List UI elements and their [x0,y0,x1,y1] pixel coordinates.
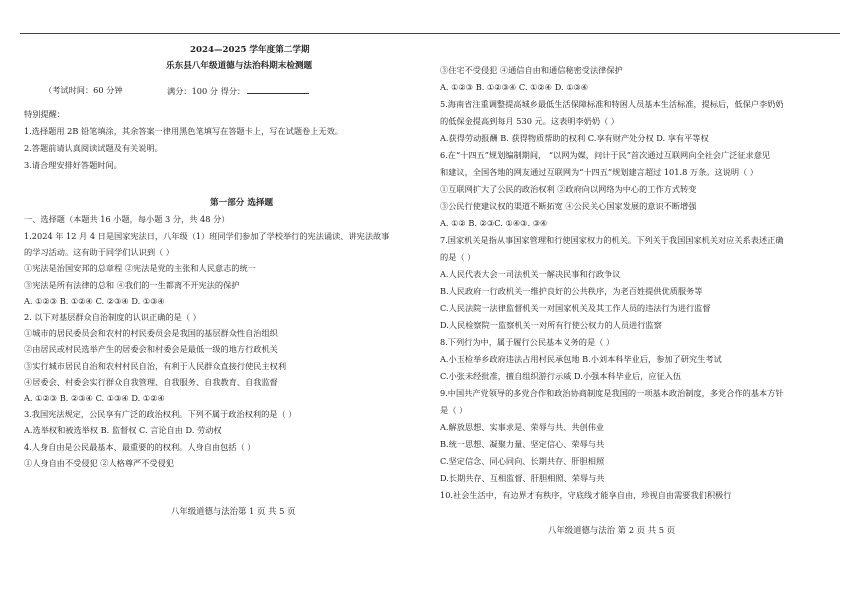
question-line: B.人民政府一行政机关一维护良好的公共秩序，为老百姓提供优质服务等 [440,286,703,296]
question-line: 2. 以下对基层群众自治制度的认识正确的是（ ） [24,312,201,322]
question-line: 是（ ） [440,405,468,415]
instructions-heading: 特别提醒： [24,109,65,119]
question-line: ①宪法是治国安邦的总章程 ②宪法是党的主张和人民意志的统一 [24,263,256,274]
question-line: 1.2024 年 12 月 4 日是国家宪法日，八年级（1）班同学们参加了学校举行的宪法诵读、讲宪法故事 [24,231,390,241]
question-line: ①人身自由不受侵犯 ②人格尊严不受侵犯 [24,457,174,468]
question-line: C.小张未经批准，擅自组织游行示威 D.小强本科毕业后，应征入伍 [440,371,682,381]
question-line: A.选举权和被选举权 B. 监督权 C. 言论自由 D. 劳动权 [24,425,222,436]
question-line: 和建议，全国各地的网友通过互联网为“十四五”规划建言超过 101.8 万条。这说明（ ） [440,167,758,177]
question-line: 3.我国宪法规定，公民享有广泛的政治权利。下列不属于政治权利的是（ ） [24,409,297,420]
question-line: A.人民代表大会一司法机关一解决民事和行政争议 [440,269,621,279]
question-line: ①城市的居民委员会和农村的村民委员会是我国的基层群众性自治组织 [24,328,278,339]
question-line: ③实行城市居民自治和农村村民自治，有利于人民群众直接行使民主权利 [24,360,287,371]
score-line [167,85,309,97]
instruction-item: 2.答题前请认真阅读试题及有关说明。 [24,143,163,153]
instruction-item: 1.选择题用 2B 铅笔填涂，其余答案一律用黑色笔填写在答题卡上，写在试题卷上无效。 [24,126,343,136]
section-title: 一、选择题（本题共 16 小题，每小题 3 分，共 48 分） [24,214,230,224]
question-line: C.人民法院一法律监督机关一对国家机关及其工作人员的违法行为进行监督 [440,303,711,313]
question-line: ②由居民或村民选举产生的居委会和村委会是最低一级的地方行政机关 [24,344,278,355]
question-line: 4.人身自由是公民最基本、最重要的的权利。人身自由包括（ ） [24,441,256,452]
page-footer-left: 八年级道德与法治第 1 页 共 5 页 [171,506,296,516]
question-line: 8.下列行为中，属于履行公民基本义务的是（ ） [440,337,615,347]
question-line: 的学习活动。这有助于同学们认识到（ ） [24,247,174,258]
question-line: A. ①②③ B. ②③④ C. ①③④ D. ①②④ [24,393,165,403]
question-line: A. ①② B. ②③C. ①④③. ③④ [440,218,548,228]
question-line: ③宪法是所有法律的总和 ④我们的一生都离不开宪法的保护 [24,279,240,290]
question-line: A.获得劳动报酬 B. 获得物质帮助的权利 C.享有财产处分权 D. 享有平等权 [440,133,709,143]
question-line: ③住宅不受侵犯 ④通信自由和通信秘密受法律保护 [440,65,623,75]
question-line: 9.中国共产党领导的多党合作和政治协商制度是我国的一项基本政治制度，多党合作的基本方针 [440,388,784,398]
question-line: B.统一思想、凝聚力量、坚定信心、荣辱与共 [440,439,605,449]
question-line: 7.国家机关是指从事国家管理和行使国家权力的机关。下列关于我国国家机关对应关系表述正确 [440,235,784,245]
question-line: D.长期共存、互相监督、肝胆相照、荣辱与共 [440,473,605,483]
score-label: 满分：100 分 得分： [167,86,246,96]
question-line: A.解放思想、实事求是、荣辱与共、共创伟业 [440,422,605,432]
top-rule [20,33,840,34]
part-title: 第一部分 选择题 [210,198,274,208]
question-line: 6.在“十四五”规划编制期间， “以网为媒，问计于民”首次通过互联网向全社会广泛征求意见 [440,150,771,160]
question-line: A. ①②③ B. ①②④ C. ②③④ D. ①③④ [24,295,165,306]
question-line: 10.社会生活中，有边界才有秩序，守底线才能享自由，珍视自由需要我们积极行 [440,490,732,500]
question-line: ④居委会、村委会实行群众自我管理、自我服务、自我教育、自我监督 [24,376,278,387]
question-line: 的低保金提高到每月 530 元。这表明李奶奶（ ） [440,116,619,126]
question-line: C.坚定信念、同心同向、长期共存、肝胆相照 [440,456,605,466]
question-line: ①互联网扩大了公民的政治权利 ②政府向以网络为中心的工作方式转变 [440,184,697,194]
question-line: 5.海南省注重调整提高城乡最低生活保障标准和特困人员基本生活标准，提标后，低保户李奶奶 [440,99,784,109]
exam-year-title: 2024—2025 学年度第二学期 [190,45,310,55]
exam-title: 乐东县八年级道德与法治科期末检测题 [166,61,313,71]
question-line: ③公民行使建议权的渠道不断拓宽 ④公民关心国家发展的意识不断增强 [440,201,697,211]
question-line: 的是（ ） [440,252,476,262]
question-line: A. ①②③ B. ①②③④ C. ①②④ D. ①③④ [440,82,589,92]
page-footer-right: 八年级道德与法治 第 2 页 共 5 页 [548,525,676,535]
instruction-item: 3.请合理安排好答题时间。 [24,160,122,170]
question-line: A.小玉检举乡政府违法占用村民承包地 B.小刘本科毕业后，参加了研究生考试 [440,354,722,364]
question-line: D.人民检察院一监察机关一对所有行使公权力的人员进行监察 [440,320,662,330]
score-blank [247,85,309,94]
exam-time: （考试时间：60 分钟 [44,85,123,95]
